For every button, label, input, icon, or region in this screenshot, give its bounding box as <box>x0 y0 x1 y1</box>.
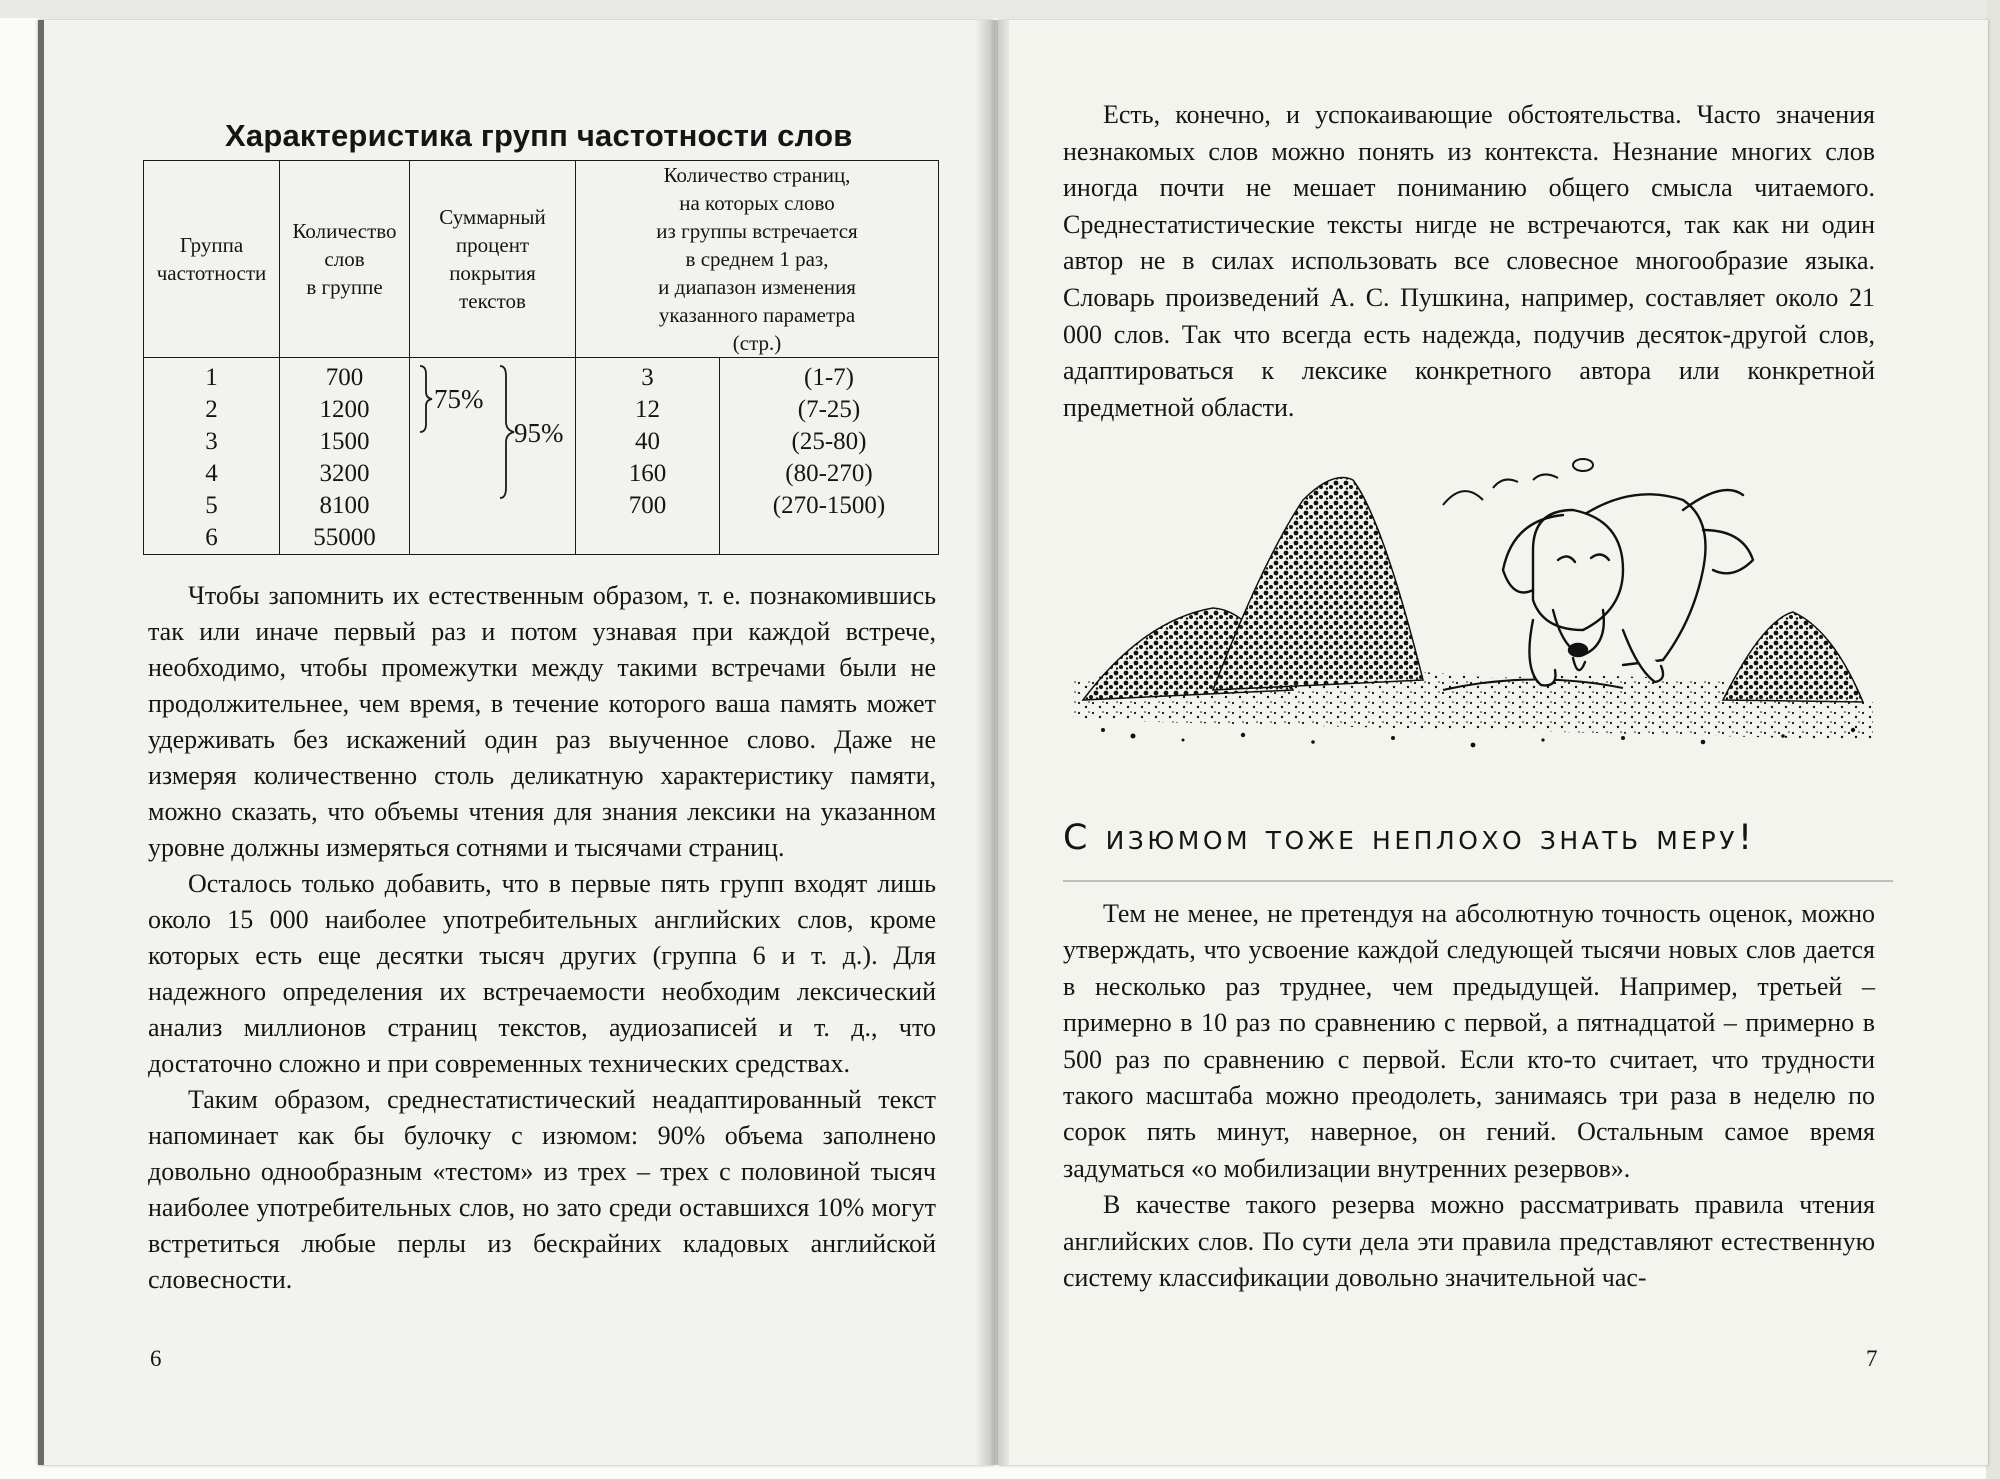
group-cell: 5 <box>205 492 218 519</box>
frequency-table <box>143 160 939 555</box>
right-top-text <box>1063 97 1875 426</box>
header-pages-line: в среднем 1 раз, <box>685 247 829 271</box>
header-count <box>280 161 410 358</box>
paragraph: В качестве такого резерва можно рассматривать правила чтения английских слов. По сути дела эти правила представляют естественную систему классификации довольно значительной час- <box>1063 1190 1875 1293</box>
header-group-line: Группа <box>179 233 244 257</box>
motion-mark <box>1443 474 1558 505</box>
paragraph: Тем не менее, не претендуя на абсолютную точность оценок, можно утверждать, что усвоение каждой следующей тысячи новых слов дается в несколько раз труднее, чем предыдущей. Например, третьей – примерно в 10 раз по сравнению с первой, а пятнадцатой – примерно в 500 раз по сравнению с первой. Если кто-то считает, что трудности такого масштаба можно преодолеть, занимаясь три раза в неделю по сорок пять минут, наверное, он гений. Остальным самое время задуматься «о мобилизации внутренних резервов». <box>1063 899 1875 1183</box>
pages-range-cell: (1-7) <box>804 364 854 391</box>
header-count-line: слов <box>324 247 365 271</box>
sweat-drop <box>1573 459 1593 471</box>
pages-avg-cell: 3 <box>641 364 654 391</box>
table-heading: Характеристика групп частотности слов <box>225 118 853 153</box>
page-number-right: 7 <box>1866 1346 1878 1371</box>
book-gutter <box>975 20 1009 1465</box>
pages-range-column <box>720 358 939 555</box>
header-pages-line: Количество страниц, <box>663 163 851 187</box>
coverage-column <box>410 358 576 555</box>
count-cell: 8100 <box>319 492 370 519</box>
header-pages-line: на которых слово <box>679 191 835 215</box>
paragraph: Осталось только добавить, что в первые пять групп входят лишь около 15 000 наиболее употребительных английских слов, кроме которых есть еще десятки тысяч других (группа 6 и т. д.). Для надежного определения их встречаемости необходим лексический анализ миллионов страниц текстов, аудиозаписей и т. д., что достаточно сложно и при современных технических средствах. <box>148 869 936 1078</box>
header-coverage-line: процент <box>455 233 530 257</box>
group-cell: 6 <box>205 524 218 551</box>
pages-avg-cell: 160 <box>628 460 667 487</box>
header-pages-line: из группы встречается <box>656 219 858 243</box>
count-cell: 55000 <box>313 524 376 551</box>
brace-inner <box>420 366 432 432</box>
count-cell: 1500 <box>319 428 370 455</box>
pages-range-cell: (7-25) <box>797 396 861 423</box>
table-body-row <box>144 358 939 555</box>
count-cell: 1200 <box>319 396 370 423</box>
pages-avg-cell: 700 <box>628 492 667 519</box>
paragraph: Таким образом, среднестатистический неадаптированный текст напоминает как бы булочку с изюмом: 90% объема заполнено довольно однообразным «тестом» из трех – трех с половиной тысяч наиболее употребительных слов, но зато среди оставшихся 10% могут встретиться любые перлы из бескрайних кладовых английской словесности. <box>148 1085 936 1294</box>
page-number-left: 6 <box>150 1346 162 1371</box>
header-group <box>144 161 280 358</box>
header-coverage-line: текстов <box>459 289 526 313</box>
paragraph: Есть, конечно, и успокаивающие обстоятельства. Часто значения незнакомых слов можно понять из контекста. Незнание многих слов иногда почти не мешает пониманию общего смысла читаемого. Среднестатистические тексты нигде не встречаются, так как ни один автор не в силах использовать все словесное многообразие языка. Словарь произведений А. С. Пушкина, например, составляет около 21 000 слов. Так что всегда есть надежда, подучив десяток-другой слов, адаптироваться к лексике конкретного автора или конкретной предметной области. <box>1063 100 1875 422</box>
brace-outer <box>500 366 514 498</box>
pages-avg-column <box>576 358 720 555</box>
dog-nose <box>1569 644 1587 656</box>
table-header-row <box>144 161 939 358</box>
left-body-text <box>148 578 936 1298</box>
dog-figure <box>1503 490 1753 685</box>
group-cell: 3 <box>205 428 218 455</box>
header-pages-line: и диапазон изменения <box>658 275 856 299</box>
dog-eating-raisins-illustration <box>1063 440 1893 800</box>
count-cell: 3200 <box>319 460 370 487</box>
caption-rule <box>1063 880 1893 882</box>
raisin-pile-center <box>1213 478 1423 691</box>
count-column <box>280 358 410 555</box>
pages-avg-cell: 40 <box>635 428 660 455</box>
illustration-caption: С изюмом тоже неплохо знать меру! <box>1063 818 1756 858</box>
pages-range-cell: (270-1500) <box>772 492 886 519</box>
header-pages-line: (стр.) <box>732 331 782 355</box>
group-cell: 4 <box>205 460 218 487</box>
header-coverage-line: покрытия <box>449 261 536 285</box>
header-coverage <box>410 161 576 358</box>
coverage-75: 75% <box>434 384 484 414</box>
raisin-pile-right <box>1723 612 1863 702</box>
group-cell: 1 <box>205 364 218 391</box>
right-body-text <box>1063 896 1875 1296</box>
count-cell: 700 <box>325 364 364 391</box>
dog-paw-left <box>1529 620 1555 685</box>
coverage-95: 95% <box>514 418 564 448</box>
paragraph: Чтобы запомнить их естественным образом, т. е. познакомившись так или иначе первый раз и потом узнавая при каждой встрече, необходимо, чтобы промежутки между такими встречами были не продолжительнее, чем время, в течение которого ваша память может удерживать без искажений один раз выученное слово. Даже не измеряя количественно столь деликатную характеристику памяти, можно сказать, что объемы чтения для знания лексики на указанном уровне должны измеряться сотнями и тысячами страниц. <box>148 581 936 862</box>
group-cell: 2 <box>205 396 218 423</box>
pages-avg-cell: 12 <box>635 396 660 423</box>
scan-edge-top <box>0 0 2000 18</box>
group-column <box>144 358 280 555</box>
header-count-line: Количество <box>292 219 397 243</box>
pages-range-cell: (25-80) <box>791 428 867 455</box>
scan-edge-right <box>1986 0 2000 1479</box>
pages-range-cell: (80-270) <box>785 460 873 487</box>
header-pages <box>576 161 939 358</box>
header-coverage-line: Суммарный <box>439 205 546 229</box>
header-group-line: частотности <box>156 261 267 285</box>
header-count-line: в группе <box>306 275 383 299</box>
dog-tongue <box>1573 658 1585 670</box>
header-pages-line: указанного параметра <box>658 303 856 327</box>
